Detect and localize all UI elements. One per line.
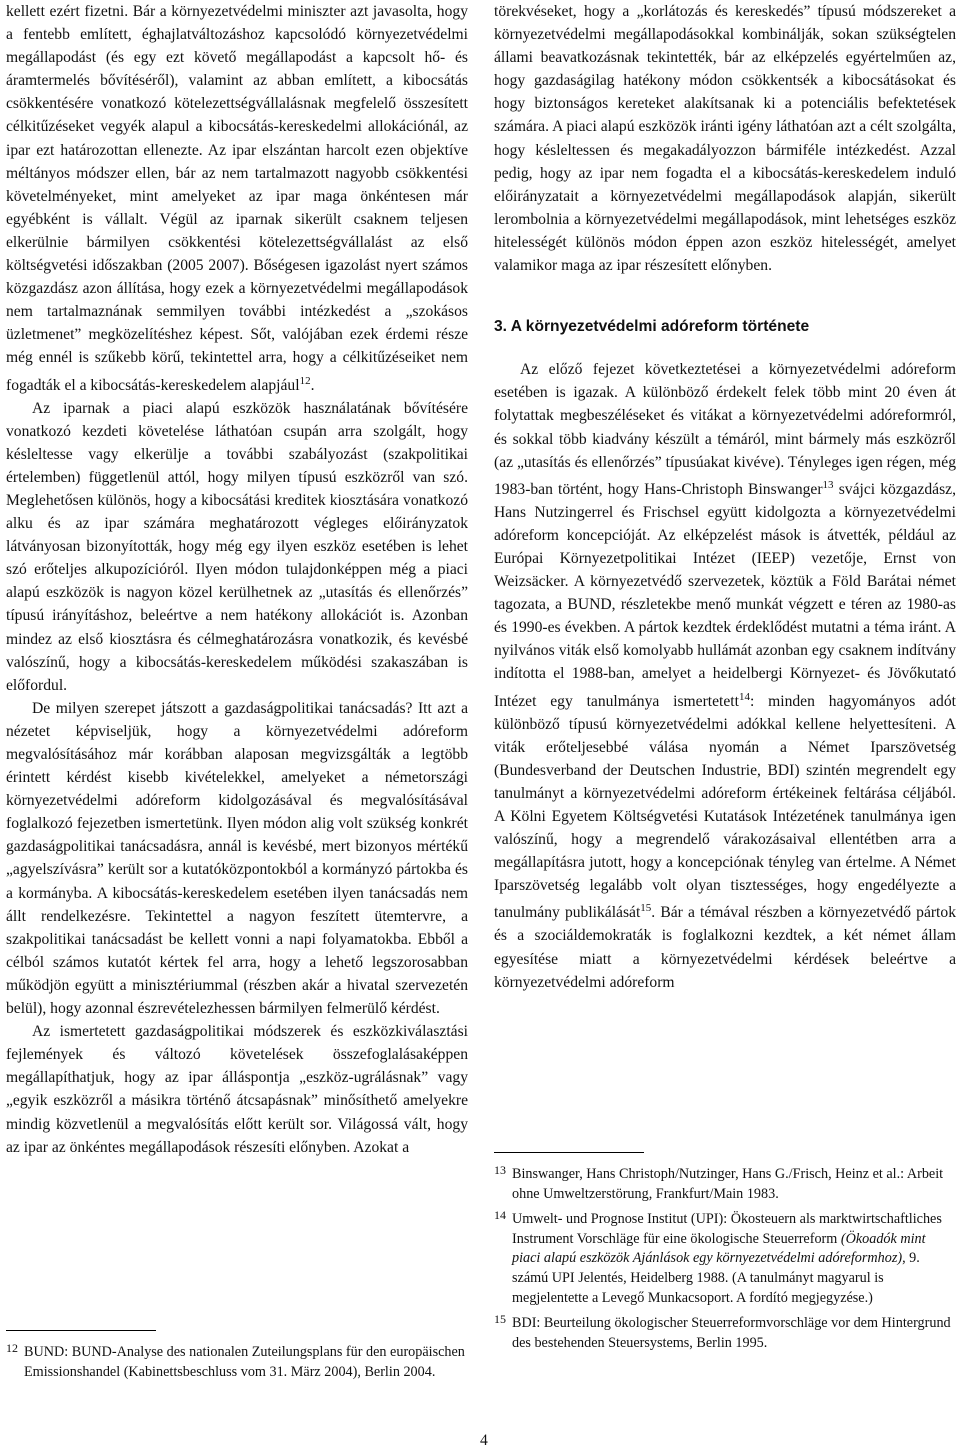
footnotes-right: [494, 1152, 956, 1355]
footnote-ref-15[interactable]: 15: [640, 902, 652, 915]
footnotes-left: [6, 1330, 468, 1384]
paragraph: Az ismertetett gazdaságpolitikai módszerek és eszközkiválasztási fejlemények és változó követelések összefoglalásaképpen megállapíthatjuk, hogy az ipar álláspontja „eszköz-ugrálásnak” vagy „egyik eszközről a másikra történő átcsapásnak” minősíthető amelyekre mindig közvetlenül a megvalósítás előtt került sor. Világossá vált, hogy az ipar az önkéntes megállapodások részesíti előnyben. Azokat a: [6, 1023, 468, 1156]
footnote-italic-title: (Ökoadók mint piaci alapú eszközök Ajánlások egy környezetvédelmi adóreformhoz): [512, 1230, 926, 1267]
footnote-ref-12[interactable]: 12: [299, 374, 311, 387]
footnote-text: BUND: BUND-Analyse des nationalen Zuteilungsplans für den europäischen Emissionshandel (Kabinettsbeschluss vom 31. März 2004), Berlin 2004.: [24, 1344, 465, 1380]
footnote-text: Umwelt- und Prognose Institut (UPI): Ökosteuern als marktwirtschaftliches Instrument Vorschläge für eine ökologische Steuerreform: [512, 1211, 942, 1247]
footnote-divider: [6, 1330, 156, 1331]
section-heading: 3. A környezetvédelmi adóreform története: [494, 318, 810, 336]
footnote-12: [6, 1339, 468, 1382]
footnote-number: 15: [494, 1312, 506, 1327]
footnote-14: [494, 1206, 956, 1308]
paragraph: törekvéseket, hogy a „korlátozás és kereskedés” típusú módszereket a környezetvédelmi megállapodásokkal kombinálják, sokan szükségtelen állami beavatkozásnak tekintették, bár az elképzelés egyértelműen az, hogy gazdaságilag hatékony módon csökkentsék a kibocsátásokat és hogy biztonságos kereteket alakítsanak ki a potenciális befektetések számára. A piaci alapú eszközök iránti igény láthatóan azt a célt szolgálta, hogy késleltessen és megakadályozzon bármiféle intézkedést. Azzal pedig, hogy az ipar nem fogadta el a kibocsátás-kereskedelem induló előirányzatait a környezetvédelmi megállapodások alapján, sikerült lerombolnia a környezetvédelmi megállapodások, mint lehetséges eszköz hitelességét különös módon éppen azon eszköz hitelességét, amelyet valamikor maga az ipar részesített előnyben.: [494, 3, 956, 275]
paragraph: kellett ezért fizetni. Bár a környezetvédelmi miniszter azt javasolta, hogy a fentebb említett, éghajlatváltozáshoz kapcsolódó környezetvédelmi megállapodást (és egy ezt követő megállapodást a kapcsolt hő- és áramtermelés bővítéséről), valamint az abban említett, a kibocsátás csökkentésére vonatkozó kötelezettségvállalásnak megfelelő összesített célkitűzéseket vegyék alapul a kibocsátás-kereskedelmi allokációnál, az ipar ezt határozottan ellenezte. Az ipar elszántan harcolt ezen objektíve méltányos módszer ellen, bár az nem tartalmazott nagyobb csökkentési követelményeket, mint amelyeket az ipar maga önkéntesen már egyébként is vállalt. Végül az iparnak sikerült csaknem teljesen elkerülnie bármilyen csökkentési kötelezettségvállalást az első költségvetési időszakban (2005 2007). Bőségesen igazolást nyert számos közgazdász azon állítása, hogy ezek a környezetvédelmi megállapodások nem tartalmaznának semmilyen további intézkedést a „szokásos üzletmenet” megközelítéshez képest. Sőt, valójában ezek érdemi része még ennél is szűkebb körű, tekintettel arra, hogy a célkitűzéseiket nem fogadták el a kibocsátás-kereskedelem alapjául$^{12}$.: [6, 3, 468, 394]
footnote-ref-13[interactable]: 13: [822, 478, 834, 491]
paragraph: Az előző fejezet következtetései a környezetvédelmi adóreform esetében is igazak. A különböző érdekelt felek több mint 20 éven át folytattak megbeszéléseket és vitákat a környezetvédelmi adóreformról, és sokkal több kiadvány készült a témáról, mint bármely más eszközről (az „utasítás és ellenőrzés” típusúakat kivéve). Tényleges igen régen, még 1983-ban történt, hogy Hans-Christoph Binswanger$^{13}$ svájci közgazdász, Hans Nutzingerrel és Frischsel együtt kidolgozta a környezetvédelmi adóreform koncepcióját. Az elképzelést mások is átvették, például az Európai Környezetpolitikai Intézet (IEEP) vezetője, Ernst von Weizsäcker. A környezetvédő szervezetek, köztük a Föld Barátai német tagozata, a BUND, részletekbe menő munkát végzett e téren az 1980-as és 1990-es években. A pártok kezdtek érdeklődést mutatni a téma iránt. A nyilvános viták első komolyabb hullámát azonban egy csaknem indítvány indította el 1988-ban, amelyet a heidelbergi Környezet- és Jövőkutató Intézet egy tanulmánya ismertetett$^{14}$: minden hagyományos adót különböző típusú környezetvédelmi adókkal kellene helyettesíteni. A viták erőteljesebbé válása nyomán a Német Iparszövetség (Bundesverband der Deutschen Industrie, BDI) szintén megrendelt egy tanulmányt a környezetvédelmi adóreform értékeinek feltárása céljából. A Kölni Egyetem Költségvetési Kutatások Intézetének tanulmánya igen valószínű, hogy a megrendelő várakozásaival ellentétben arra a megállapításra jutott, hogy a koncepciónak tényleg van értelme. A Német Iparszövetség legalább volt olyan tisztességes, hogy engedélyezte a tanulmány publikálását$^{15}$. Bár a témával részben a környezetvédő pártok és a szociáldemokraták is foglalkozni kezdtek, a két német állam egyesítése miatt a környezetvédelmi kérdések beleértve a környezetvédelmi adóreform: [494, 361, 956, 991]
footnote-number: 12: [6, 1341, 18, 1355]
right-column: [494, 0, 956, 994]
footnote-number: 14: [494, 1208, 506, 1223]
footnote-text: , 9. számú UPI Jelentés, Heidelberg 1988. (A tanulmányt magyarul is megjelentette a Levegő Munkacsoport. A fordító megjegyzése.): [512, 1250, 920, 1306]
footnote-divider: [494, 1152, 644, 1153]
footnote-number: 13: [494, 1163, 506, 1177]
footnote-text: BDI: Beurteilung ökologischer Steuerreformvorschläge vor dem Hintergrund des bestehenden Steuersystems, Berlin 1995.: [512, 1315, 951, 1351]
paragraph: Az iparnak a piaci alapú eszközök használatának bővítésére vonatkozó kezdeti követelése láthatóan csupán arra szolgált, hogy késleltesse vagy elkerülje a további szabályozást (szakpolitikai értelemben) függetlenül attól, hogy milyen típusú eszközről van szó. Meglehetősen különös, hogy a kibocsátási kreditek kiosztására vonatkozó alku és az ipar számára meghatározott végleges előirányzatok látványosan bizonyították, hogy még egy ilyen eszköz esetében is lehet szó erőteljes alkupozícióról. Ilyen módon tulajdonképpen még a piaci alapú eszközök is nagyon közel kerülhetnek az „utasítás és ellenőrzés” típusú irányításhoz, beleértve a nem hatékony allokációt is. Azonban mindez az első kiosztásra és célmeghatározásra vonatkozik, és kevésbé valószínű, hogy a kibocsátás-kereskedelem működési szakaszában is előfordul.: [6, 399, 468, 694]
paragraph: De milyen szerepet játszott a gazdaságpolitikai tanácsadás? Itt azt a nézetet képviseljük, hogy a környezetvédelmi adóreform megvalósításához már korábban alaposan megvizsgálták a legtöbb érintett kérdést kisebb kivételekkel, amelyeket a németországi környezetvédelmi adóreform kidolgozásával és megvalósításával foglalkozó fejezetben ismertetünk. Ilyen módon alig volt szükség konkrét gazdaságpolitikai tanácsadásra, annál is kevésbé, mert bizonyos mértékű „agyelszívásra” került sor a kutatóközpontokból a kormányzó pártokba és a kormányba. A kibocsátás-kereskedelem esetében ilyen tanácsadás nem állt rendelkezésre. Tekintettel a nagyon feszített ütemtervre, a szakpolitikai tanácsadást be kellett vonni a napi folyamatokba. Ebből a célból számos kutatót kértek fel arra, hogy a lehető legszorosabban működjön együtt a minisztériummal (részben akár a hivatal szervezetén belül), hogy azonnal észrevételezhessen bármilyen felmerülő kérdést.: [6, 699, 468, 1018]
page-number: 4: [480, 1432, 488, 1449]
footnote-ref-14[interactable]: 14: [738, 690, 750, 703]
left-column: [6, 0, 468, 1159]
footnote-text: Binswanger, Hans Christoph/Nutzinger, Hans G./Frisch, Heinz et al.: Arbeit ohne Umweltzerstörung, Frankfurt/Main 1983.: [512, 1166, 944, 1202]
footnote-13: [494, 1161, 956, 1204]
footnote-15: [494, 1310, 956, 1353]
